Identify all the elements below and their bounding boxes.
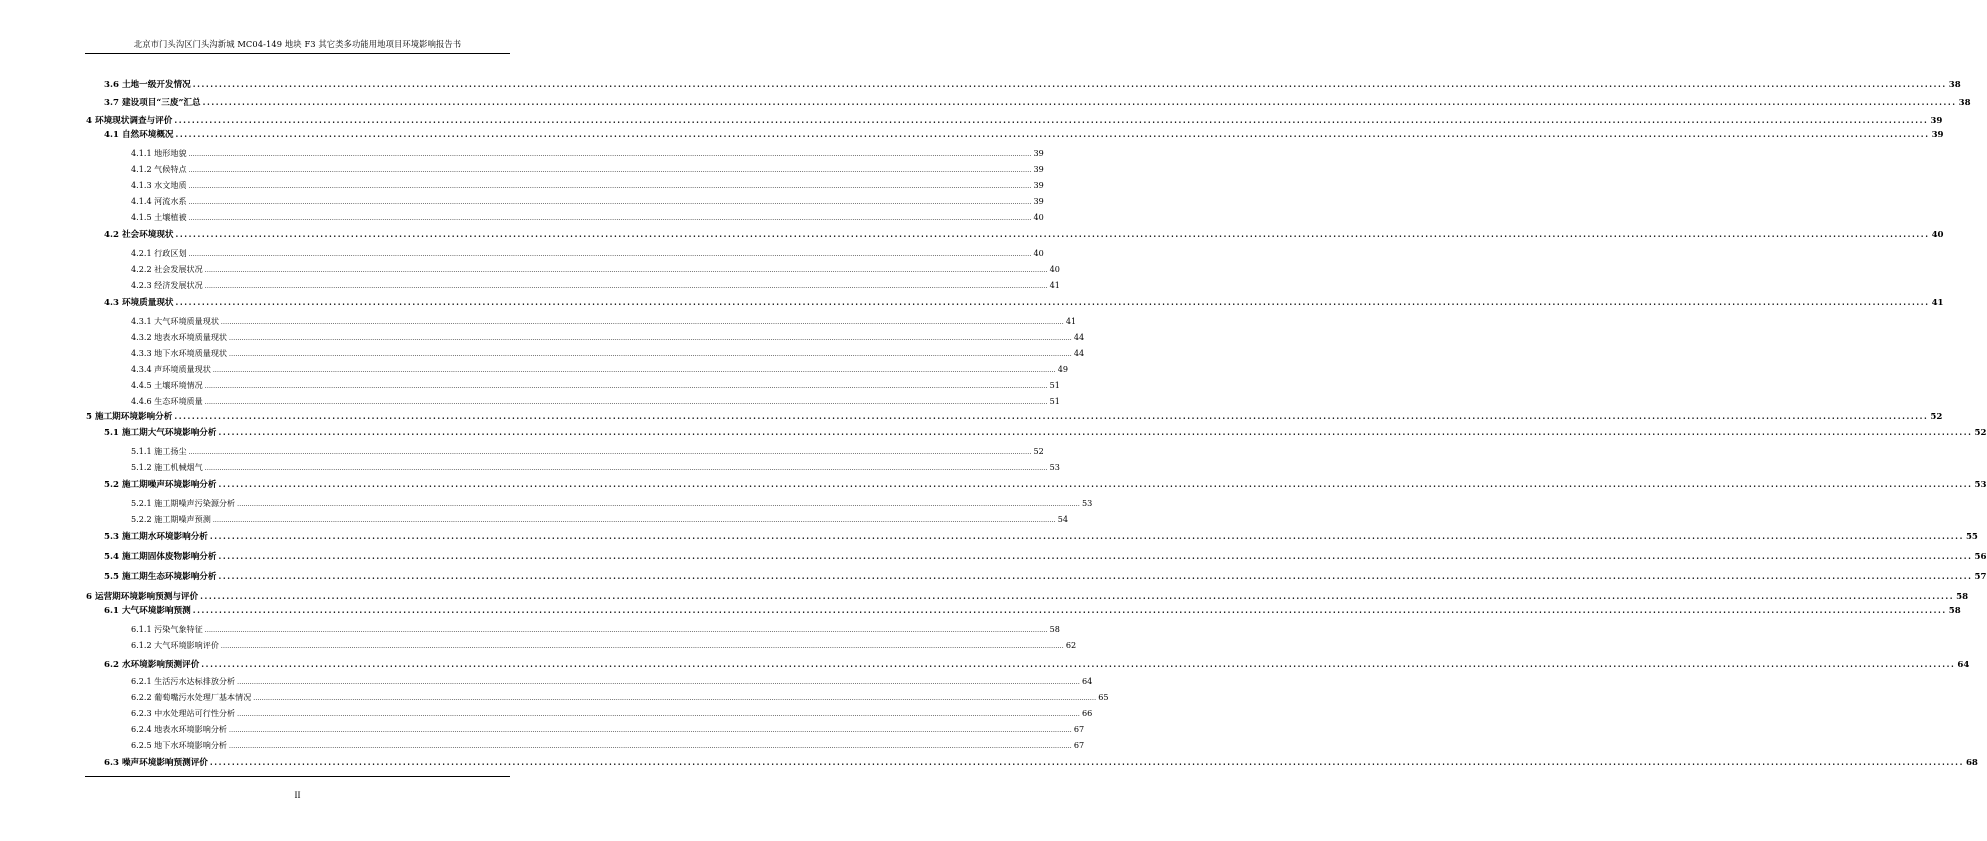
toc-dot-leader: ................................................................................................................................................................................................................................................................................................................................................................................................................ [192, 79, 1947, 89]
toc-entry-title: 6.1.1 污染气象特征 [131, 624, 203, 634]
toc-entry[interactable] [131, 280, 1060, 291]
toc-entry-title: 4.4.6 生态环境质量 [131, 396, 203, 406]
toc-dot-leader: ................................................................................................................................................................................................................................................................................................................................................................................................................ [218, 479, 1973, 489]
toc-dot-leader: ................................................................................................................................................................................................................................................................................................................................................................................................................ [229, 351, 1072, 358]
toc-entry-page: 40 [1033, 248, 1044, 258]
toc-entry-page: 58 [1956, 592, 1969, 602]
toc-entry-title: 4.2 社会环境现状 [104, 230, 174, 240]
toc-dot-leader: ................................................................................................................................................................................................................................................................................................................................................................................................................ [204, 267, 1048, 274]
toc-dot-leader: ................................................................................................................................................................................................................................................................................................................................................................................................................ [212, 517, 1056, 524]
toc-entry[interactable] [131, 740, 1085, 751]
toc-entry-page: 38 [1948, 80, 1961, 90]
toc-entry[interactable] [104, 128, 1944, 140]
page-header [85, 38, 510, 54]
toc-entry-page: 53 [1049, 462, 1060, 472]
toc-entry-title: 6.1 大气环境影响预测 [104, 606, 191, 616]
toc-entry-page: 64 [1957, 660, 1970, 670]
toc-entry-title: 4 环境现状调查与评价 [86, 116, 173, 126]
toc-entry-title: 5.2 施工期噪声环境影响分析 [104, 480, 217, 490]
toc-entry-page: 39 [1930, 116, 1943, 126]
toc-entry[interactable] [104, 296, 1944, 308]
toc-entry[interactable] [86, 410, 1943, 422]
toc-entry-title: 4.2.3 经济发展状况 [131, 280, 203, 290]
toc-entry-title: 3.6 土地一级开发情况 [104, 80, 191, 90]
toc-dot-leader: ................................................................................................................................................................................................................................................................................................................................................................................................................ [204, 399, 1048, 406]
toc-entry-page: 40 [1033, 212, 1044, 222]
toc-entry-title: 4.1.5 土壤植被 [131, 212, 187, 222]
toc-dot-leader: ................................................................................................................................................................................................................................................................................................................................................................................................................ [204, 383, 1048, 390]
toc-entry-page: 55 [1965, 532, 1978, 542]
toc-entry-page: 67 [1073, 724, 1085, 734]
toc-entry-page: 39 [1033, 196, 1044, 206]
toc-dot-leader: ................................................................................................................................................................................................................................................................................................................................................................................................................ [237, 711, 1080, 718]
toc-entry-title: 4.1 自然环境概况 [104, 130, 174, 140]
toc-entry[interactable] [131, 514, 1069, 525]
toc-entry[interactable] [131, 640, 1077, 651]
toc-entry-page: 67 [1073, 740, 1085, 750]
toc-dot-leader: ................................................................................................................................................................................................................................................................................................................................................................................................................ [175, 229, 1930, 239]
toc-dot-leader: ................................................................................................................................................................................................................................................................................................................................................................................................................ [229, 727, 1072, 734]
toc-entry-page: 44 [1073, 332, 1085, 342]
page-number: II [294, 790, 301, 800]
toc-entry[interactable] [131, 316, 1077, 327]
toc-entry-page: 44 [1073, 348, 1085, 358]
toc-entry[interactable] [104, 78, 1961, 90]
toc-dot-leader: ................................................................................................................................................................................................................................................................................................................................................................................................................ [202, 97, 1957, 107]
toc-entry-title: 6.3 噪声环境影响预测评价 [104, 758, 208, 768]
toc-entry[interactable] [131, 692, 1109, 703]
toc-entry[interactable] [104, 228, 1944, 240]
toc-entry-page: 65 [1098, 692, 1109, 702]
toc-entry-page: 41 [1049, 280, 1060, 290]
toc-entry-page: 54 [1057, 514, 1069, 524]
toc-entry[interactable] [131, 396, 1060, 407]
toc-entry-page: 58 [1049, 624, 1060, 634]
toc-entry-title: 4.2.2 社会发展状况 [131, 264, 203, 274]
toc-dot-leader: ................................................................................................................................................................................................................................................................................................................................................................................................................ [188, 167, 1032, 174]
toc-entry[interactable] [131, 364, 1069, 375]
toc-entry-title: 4.3.4 声环境质量现状 [131, 364, 211, 374]
header-title: 北京市门头沟区门头沟新城 MC04-149 地块 F3 其它类多功能用地项目环境影响报告书 [133, 39, 462, 49]
toc-entry-page: 51 [1049, 396, 1060, 406]
toc-dot-leader: ................................................................................................................................................................................................................................................................................................................................................................................................................ [212, 367, 1056, 374]
toc-dot-leader: ................................................................................................................................................................................................................................................................................................................................................................................................................ [204, 465, 1048, 472]
toc-entry-page: 41 [1931, 298, 1944, 308]
toc-entry-title: 4.3.2 地表水环境质量现状 [131, 332, 228, 342]
toc-entry[interactable] [104, 658, 1970, 670]
footer-divider [85, 776, 510, 777]
toc-dot-leader: ................................................................................................................................................................................................................................................................................................................................................................................................................ [220, 643, 1064, 650]
toc-entry-page: 62 [1065, 640, 1077, 650]
toc-entry-title: 5.1.1 施工扬尘 [131, 446, 187, 456]
toc-entry-title: 6.1.2 大气环境影响评价 [131, 640, 219, 650]
toc-entry-page: 52 [1033, 446, 1044, 456]
toc-entry-title: 5.1.2 施工机械烟气 [131, 462, 203, 472]
toc-entry-title: 6.2.3 中水处理站可行性分析 [131, 708, 236, 718]
toc-entry-title: 4.1.2 气候特点 [131, 164, 187, 174]
toc-entry-title: 3.7 建设项目“三废”汇总 [104, 98, 201, 108]
toc-entry-page: 52 [1974, 428, 1987, 438]
toc-dot-leader: ................................................................................................................................................................................................................................................................................................................................................................................................................ [218, 571, 1973, 581]
toc-entry[interactable] [131, 724, 1085, 735]
toc-dot-leader: ................................................................................................................................................................................................................................................................................................................................................................................................................ [188, 151, 1032, 158]
toc-entry-page: 64 [1082, 676, 1093, 686]
toc-dot-leader: ................................................................................................................................................................................................................................................................................................................................................................................................................ [237, 679, 1080, 686]
toc-dot-leader: ................................................................................................................................................................................................................................................................................................................................................................................................................ [175, 129, 1930, 139]
toc-dot-leader: ................................................................................................................................................................................................................................................................................................................................................................................................................ [175, 297, 1930, 307]
toc-entry-page: 51 [1049, 380, 1060, 390]
toc-entry[interactable] [131, 212, 1044, 223]
toc-entry[interactable] [131, 332, 1085, 343]
toc-entry-title: 6.2.4 地表水环境影响分析 [131, 724, 228, 734]
toc-entry[interactable] [131, 708, 1093, 719]
toc-entry-title: 4.4.5 土壤环境情况 [131, 380, 203, 390]
toc-dot-leader: ................................................................................................................................................................................................................................................................................................................................................................................................................ [220, 319, 1064, 326]
toc-entry-title: 4.3.1 大气环境质量现状 [131, 316, 219, 326]
toc-dot-leader: ................................................................................................................................................................................................................................................................................................................................................................................................................ [209, 531, 1964, 541]
toc-entry[interactable] [104, 426, 1987, 438]
toc-dot-leader: ................................................................................................................................................................................................................................................................................................................................................................................................................ [229, 743, 1072, 750]
toc-entry[interactable] [104, 530, 1978, 542]
toc-entry-page: 68 [1965, 758, 1978, 768]
toc-entry-title: 6.2.5 地下水环境影响分析 [131, 740, 228, 750]
toc-entry-page: 66 [1082, 708, 1093, 718]
toc-entry[interactable] [131, 498, 1093, 509]
toc-entry-title: 5.3 施工期水环境影响分析 [104, 532, 208, 542]
toc-entry-page: 38 [1958, 98, 1971, 108]
toc-entry-title: 4.3.3 地下水环境质量现状 [131, 348, 228, 358]
toc-dot-leader: ................................................................................................................................................................................................................................................................................................................................................................................................................ [188, 183, 1032, 190]
toc-entry[interactable] [131, 348, 1085, 359]
toc-entry-page: 49 [1057, 364, 1069, 374]
toc-entry[interactable] [104, 604, 1961, 616]
toc-dot-leader: ................................................................................................................................................................................................................................................................................................................................................................................................................ [204, 627, 1048, 634]
toc-entry-title: 4.2.1 行政区划 [131, 248, 187, 258]
toc-dot-leader: ................................................................................................................................................................................................................................................................................................................................................................................................................ [209, 757, 1964, 767]
toc-entry-page: 39 [1033, 180, 1044, 190]
toc-entry[interactable] [131, 164, 1044, 175]
toc-entry-title: 5.4 施工期固体废物影响分析 [104, 552, 217, 562]
toc-dot-leader: ................................................................................................................................................................................................................................................................................................................................................................................................................ [204, 283, 1048, 290]
toc-entry-page: 57 [1974, 572, 1987, 582]
toc-dot-leader: ................................................................................................................................................................................................................................................................................................................................................................................................................ [192, 605, 1947, 615]
toc-entry[interactable] [104, 550, 1987, 562]
toc-entry-title: 4.1.3 水文地质 [131, 180, 187, 190]
toc-entry-title: 5.2.2 施工期噪声预测 [131, 514, 211, 524]
toc-entry-page: 41 [1065, 316, 1077, 326]
toc-entry[interactable] [131, 248, 1044, 259]
toc-entry-title: 5.5 施工期生态环境影响分析 [104, 572, 217, 582]
toc-dot-leader: ................................................................................................................................................................................................................................................................................................................................................................................................................ [229, 335, 1072, 342]
toc-dot-leader: ................................................................................................................................................................................................................................................................................................................................................................................................................ [188, 215, 1032, 222]
toc-entry-page: 39 [1033, 148, 1044, 158]
toc-entry-title: 4.1.1 地形地貌 [131, 148, 187, 158]
toc-dot-leader: ................................................................................................................................................................................................................................................................................................................................................................................................................ [188, 251, 1032, 258]
toc-entry-page: 39 [1033, 164, 1044, 174]
toc-entry-title: 5.1 施工期大气环境影响分析 [104, 428, 217, 438]
toc-entry[interactable] [131, 264, 1060, 275]
toc-entry-page: 56 [1974, 552, 1987, 562]
toc-entry[interactable] [131, 624, 1060, 635]
toc-dot-leader: ................................................................................................................................................................................................................................................................................................................................................................................................................ [218, 427, 1973, 437]
toc-entry[interactable] [131, 196, 1044, 207]
toc-entry-title: 4.1.4 河流水系 [131, 196, 187, 206]
toc-entry[interactable] [104, 478, 1987, 490]
toc-dot-leader: ................................................................................................................................................................................................................................................................................................................................................................................................................ [188, 199, 1032, 206]
toc-entry[interactable] [131, 148, 1044, 159]
toc-entry[interactable] [131, 180, 1044, 191]
toc-entry-page: 58 [1948, 606, 1961, 616]
toc-entry-title: 4.3 环境质量现状 [104, 298, 174, 308]
toc-entry-page: 39 [1931, 130, 1944, 140]
toc-dot-leader: ................................................................................................................................................................................................................................................................................................................................................................................................................ [188, 449, 1032, 456]
toc-entry[interactable] [86, 590, 1969, 602]
toc-entry-page: 40 [1931, 230, 1944, 240]
toc-entry-title: 6.2.2 葡萄嘴污水处理厂基本情况 [131, 692, 252, 702]
toc-entry[interactable] [131, 446, 1044, 457]
toc-entry[interactable] [104, 570, 1987, 582]
toc-entry-title: 6 运营期环境影响预测与评价 [86, 592, 199, 602]
toc-entry-title: 5.2.1 施工期噪声污染源分析 [131, 498, 236, 508]
toc-entry[interactable] [131, 462, 1060, 473]
toc-entry-page: 53 [1974, 480, 1987, 490]
toc-entry[interactable] [104, 756, 1978, 768]
toc-entry[interactable] [104, 96, 1971, 108]
toc-entry-title: 6.2 水环境影响预测评价 [104, 660, 200, 670]
toc-entry-title: 6.2.1 生活污水达标排放分析 [131, 676, 236, 686]
toc-entry-title: 5 施工期环境影响分析 [86, 412, 173, 422]
toc-dot-leader: ................................................................................................................................................................................................................................................................................................................................................................................................................ [237, 501, 1080, 508]
toc-entry-page: 52 [1930, 412, 1943, 422]
toc-dot-leader: ................................................................................................................................................................................................................................................................................................................................................................................................................ [200, 591, 1955, 601]
toc-entry[interactable] [131, 676, 1093, 687]
toc-dot-leader: ................................................................................................................................................................................................................................................................................................................................................................................................................ [253, 695, 1097, 702]
page-footer [0, 790, 595, 800]
toc-dot-leader: ................................................................................................................................................................................................................................................................................................................................................................................................................ [174, 411, 1929, 421]
toc-dot-leader: ................................................................................................................................................................................................................................................................................................................................................................................................................ [201, 659, 1956, 669]
toc-entry-page: 53 [1082, 498, 1093, 508]
toc-dot-leader: ................................................................................................................................................................................................................................................................................................................................................................................................................ [174, 115, 1929, 125]
toc-entry[interactable] [131, 380, 1060, 391]
toc-entry-page: 40 [1049, 264, 1060, 274]
toc-entry[interactable] [86, 114, 1943, 126]
toc-dot-leader: ................................................................................................................................................................................................................................................................................................................................................................................................................ [218, 551, 1973, 561]
